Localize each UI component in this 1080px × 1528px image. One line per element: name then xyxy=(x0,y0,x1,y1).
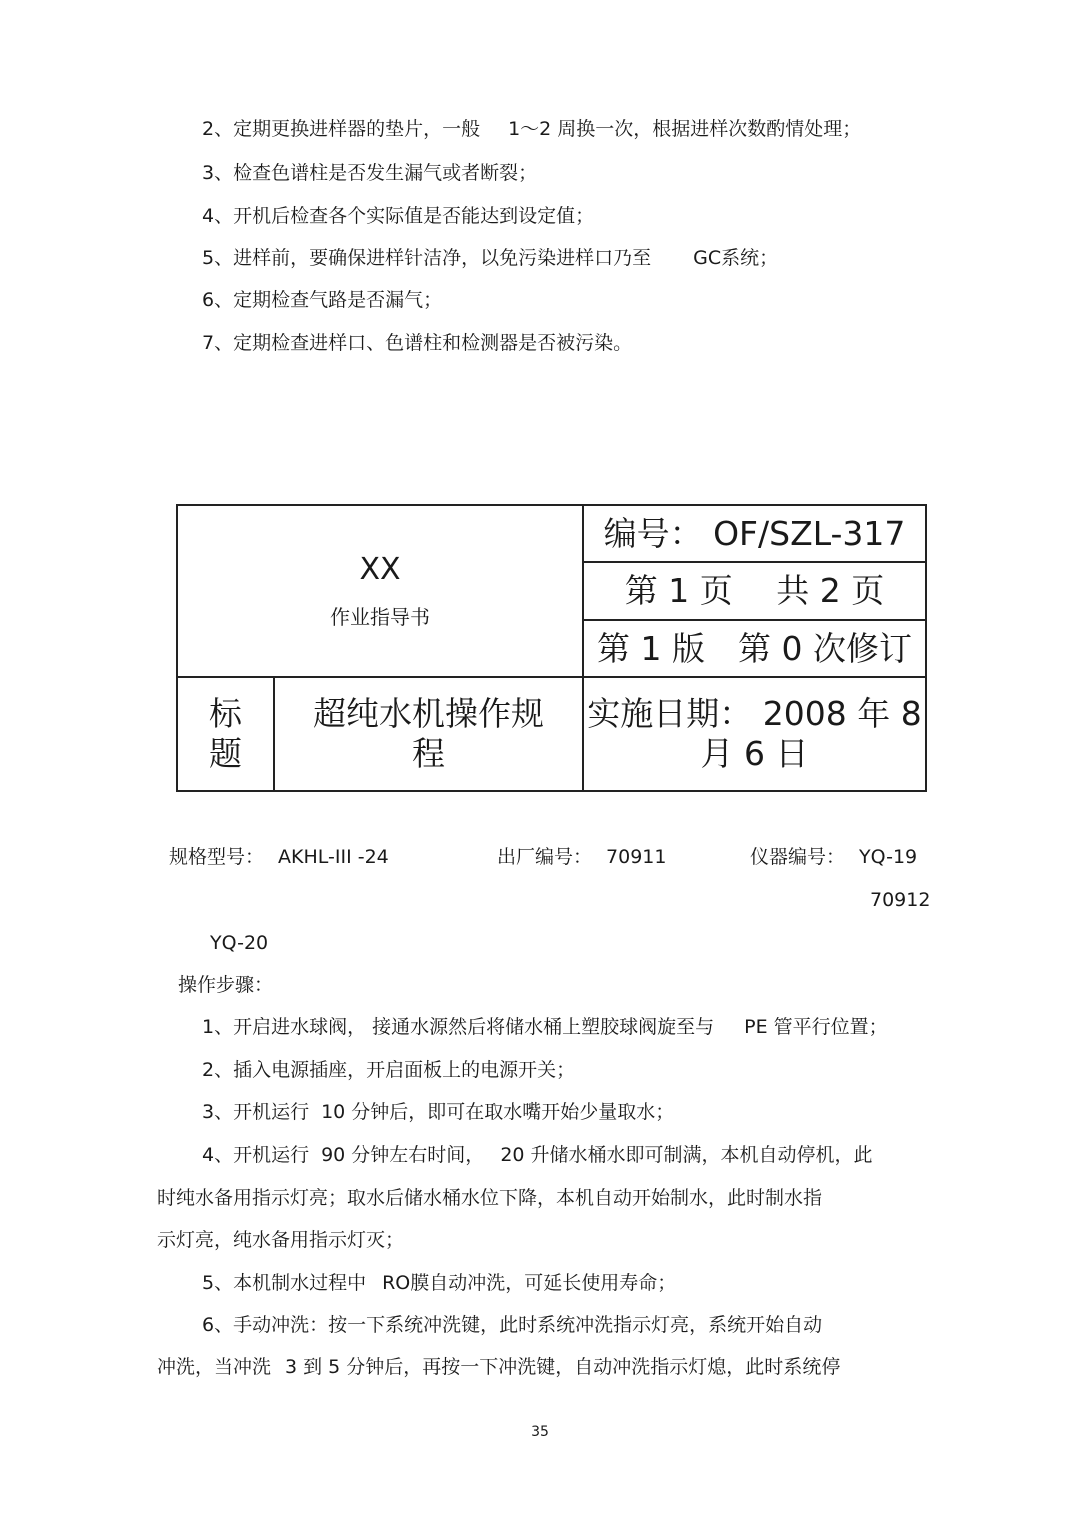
instrument-number: 仪器编号： YQ-19 xyxy=(750,846,918,868)
document-type: 作业指导书 xyxy=(330,605,430,629)
company-name: XX xyxy=(359,552,401,587)
step-4-cont-1: 时纯水备用指示灯亮；取水后储水桶水位下降，本机自动开始制水，此时制水指 xyxy=(157,1187,823,1209)
document-header-table xyxy=(176,504,927,792)
steps-heading: 操作步骤： xyxy=(178,974,274,996)
title-label: 标 题 xyxy=(177,677,274,791)
page-count: 第 1 页 共 2 页 xyxy=(583,562,926,620)
instrument-number-2: YQ-20 xyxy=(210,932,269,954)
serial-number: 出厂编号： 70911 xyxy=(497,846,667,868)
version-info: 第 1 版 第 0 次修订 xyxy=(583,620,926,677)
document-code: 编号： OF/SZL-317 xyxy=(583,505,926,562)
step-6: 6、手动冲洗：按一下系统冲洗键，此时系统冲洗指示灯亮，系统开始自动 xyxy=(202,1314,823,1336)
maintenance-item-3: 3、检查色谱柱是否发生漏气或者断裂； xyxy=(202,162,538,184)
maintenance-item-6: 6、定期检查气路是否漏气； xyxy=(202,289,443,311)
company-cell xyxy=(177,505,583,677)
maintenance-item-7: 7、定期检查进样口、色谱柱和检测器是否被污染。 xyxy=(202,332,633,354)
maintenance-item-5: 5、进样前，要确保进样针洁净，以免污染进样口乃至 GC系统； xyxy=(202,247,779,269)
serial-number-2: 70912 xyxy=(870,889,931,911)
step-4-cont-2: 示灯亮，纯水备用指示灯灭； xyxy=(157,1229,405,1251)
step-1: 1、开启进水球阀， 接通水源然后将储水桶上塑胶球阀旋至与 PE 管平行位置； xyxy=(202,1016,888,1038)
maintenance-item-2: 2、定期更换进样器的垫片，一般 1～2 周换一次，根据进样次数酌情处理； xyxy=(202,118,862,140)
step-6-cont: 冲洗，当冲洗 3 到 5 分钟后，再按一下冲洗键，自动冲洗指示灯熄，此时系统停 xyxy=(157,1356,841,1378)
step-5: 5、本机制水过程中 RO膜自动冲洗，可延长使用寿命； xyxy=(202,1272,677,1294)
document-title: 超纯水机操作规 程 xyxy=(274,677,583,791)
page-number: 35 xyxy=(531,1424,549,1440)
maintenance-item-4: 4、开机后检查各个实际值是否能达到设定值； xyxy=(202,205,595,227)
step-3: 3、开机运行 10 分钟后，即可在取水嘴开始少量取水； xyxy=(202,1101,675,1123)
step-2: 2、插入电源插座，开启面板上的电源开关； xyxy=(202,1059,576,1081)
step-4: 4、开机运行 90 分钟左右时间， 20 升储水桶水即可制满，本机自动停机，此 xyxy=(202,1144,873,1166)
model-spec: 规格型号： AKHL-III -24 xyxy=(169,846,389,868)
effective-date: 实施日期： 2008 年 8 月 6 日 xyxy=(583,677,926,791)
